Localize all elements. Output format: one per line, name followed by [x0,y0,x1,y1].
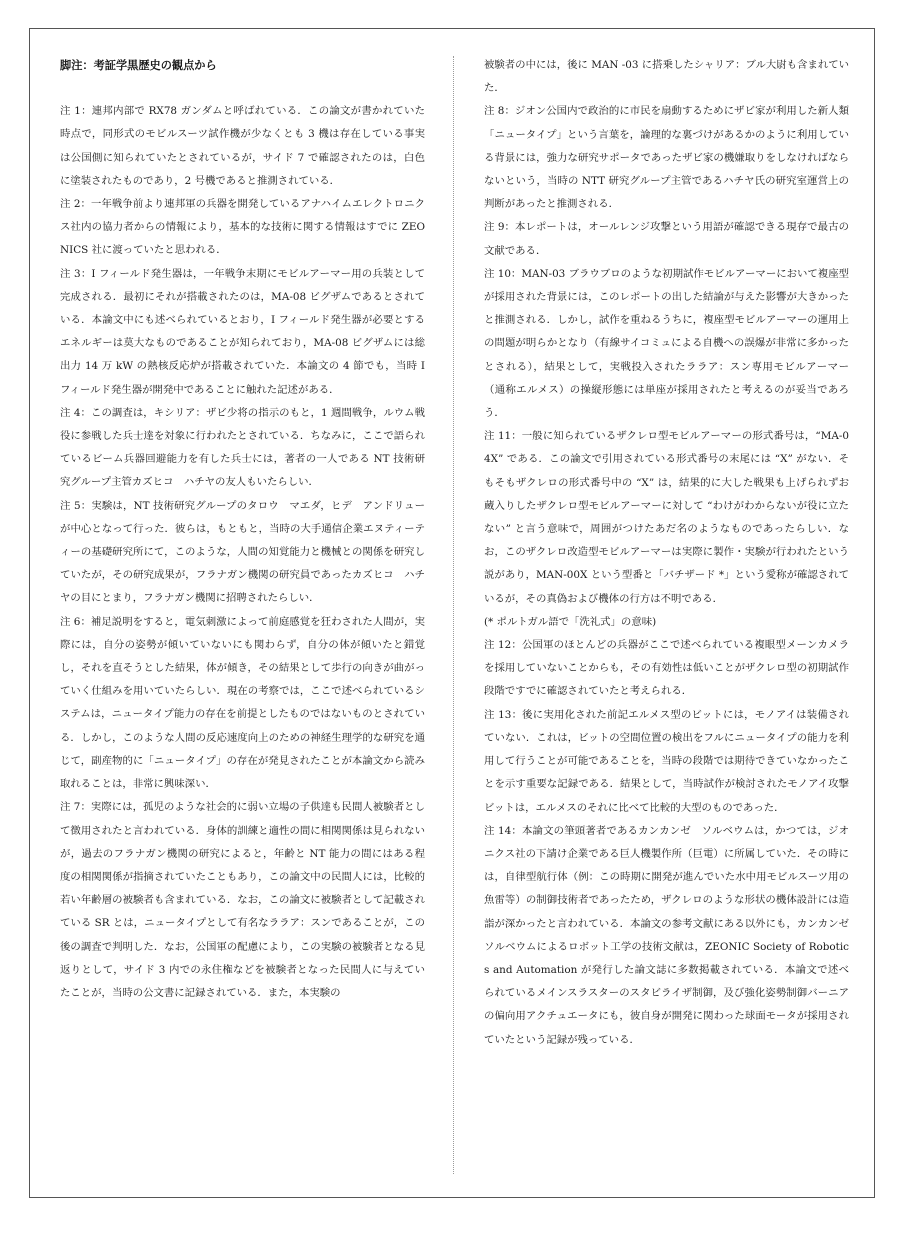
footnote-5: 注 5：実験は，NT 技術研究グループのタロウ マエダ，ヒデ アンドリューが中心となって行った．彼らは，もともと，当時の大手通信企業エヌティーティーの基礎研究所にて，このような，人間の知覚能力と機械との関係を研究していたが，その研究成果が，フラナガン機関の研究員であったカズヒコ ハチヤの目にとまり，フラナガン機関に招聘されたらしい． [60,499,425,605]
footnote-10: 注 10：MAN-03 ブラウブロのような初期試作モビルアーマーにおいて複座型が採用された背景には，このレポートの出した結論が与えた影響が大きかったと推測される．しかし，試作を重ねるうちに，複座型モビルアーマーの運用上の問題が明らかとなり（有線サイコミュによる自機への誤爆が非常に多かったとされる），結果として，実戦投入されたララア：スン専用モビルアーマー（通称エルメス）の操縦形態には単座が採用されたと考えるのが妥当であろう． [484,267,849,420]
footnote-3: 注 3：I フィールド発生器は，一年戦争末期にモビルアーマー用の兵装として完成される．最初にそれが搭載されたのは，MA-08 ビグザムであるとされている．本論文中にも述べられているとおり，I フィールド発生器が必要とするエネルギーは莫大なものであることが知られており，MA-08 ビグザムには総出力 14 万 kW の熱核反応炉が搭載されていた．本論文の 4 節でも，当時 I フィールド発生器が開発中であることに触れた記述がある． [60,267,425,396]
footnote-1: 注 1：連邦内部で RX78 ガンダムと呼ばれている．この論文が書かれていた時点で，同形式のモビルスーツ試作機が少なくとも 3 機は存在している事実は公国側に知られていたとされているが，サイド 7 で確認されたのは，白色に塗装されたものであり，2 号機であると推測されている． [60,105,425,187]
column-divider [453,56,454,1174]
footnote-13: 注 13：後に実用化された前記エルメス型のビットには，モノアイは装備されていない．これは，ビットの空間位置の検出をフルにニュータイプの能力を利用して行うことが可能であることを，当時の段階では期待できていなかったことを示す重要な記録である．結果として，当時試作が検討されたモノアイ攻撃ビットは，エルメスのそれに比べて比較的大型のものであった． [484,708,849,814]
footnote-8: 注 8：ジオン公国内で政治的に市民を扇動するためにザビ家が利用した新人類「ニュータイプ」という言葉を，論理的な裏づけがあるかのように利用している背景には，強力な研究サポータであったザビ家の機嫌取りをしなければならないという，当時の NTT 研究グループ主管であるハチヤ氏の研究室運営上の判断があったと推測される． [484,105,849,211]
footnote-7: 注 7：実際には，孤児のような社会的に弱い立場の子供達も民間人被験者として徴用されたと言われている．身体的訓練と適性の間に相関関係は見られないが，過去のフラナガン機関の研究によると，年齢と NT 能力の間にはある程度の相関関係が指摘されていたこともあり，この論文中の民間人には，比較的若い年齢層の被験者も含まれている．なお，この論文に被験者として記載されている SR とは，ニュータイプとして有名なララア：スンであることが，この後の調査で判明した．なお，公国軍の配慮により，この実験の被験者となる見返りとして，サイド 3 内での永住権などを被験者となった民間人に与えていたことが，当時の公文書に記録されている．また，本実験の [60,801,425,999]
footnote-11-aside: (* ポルトガル語で「洗礼式」の意味) [484,615,657,628]
footnote-12: 注 12：公国軍のほとんどの兵器がここで述べられている複眼型メーンカメラを採用していないことからも，その有効性は低いことがザクレロ型の初期試作段階ですでに確認されていたと考えられる． [484,639,849,698]
right-column [484,54,860,1052]
footnote-2: 注 2：一年戦争前より連邦軍の兵器を開発しているアナハイムエレクトロニクス社内の協力者からの情報により，基本的な技術に関する情報はすでに ZEONICS 社に渡っていたと思われる． [60,198,425,257]
footnote-14: 注 14：本論文の筆頭著者であるカンカンゼ ソルベウムは，かつては，ジオニクス社の下請け企業である巨人機製作所（巨電）に所属していた．その時には，自律型航行体（例：この時期に開発が進んでいた水中用モビルスーツ用の魚雷等）の制御技術者であったため，ザクレロのような形状の機体設計には造詣が深かったと言われている．本論文の参考文献にある以外にも，カンカンゼ ソルベウムによるロボット工学の技術文献は，ZEONIC Society of Robotics and Automation が発行した論文誌に多数掲載されている．本論文で述べられているメインスラスターのスタビライザ制御，及び強化姿勢制御バーニアの偏向用アクチュエータにも，彼自身が開発に関わった球面モータが採用されていたという記録が残っている． [484,824,860,1046]
footnote-9: 注 9：本レポートは，オールレンジ攻撃という用語が確認できる現存で最古の文献である． [484,221,849,257]
left-column [60,54,425,1005]
footnote-7-continued: 被験者の中には，後に MAN -03 に搭乗したシャリア：ブル大尉も含まれていた． [484,59,849,95]
footnote-11: 注 11：一般に知られているザクレロ型モビルアーマーの形式番号は，“MA-04X” である．この論文で引用されている形式番号の末尾には “X” がない．そもそもザクレロの形式番号中の “X” は，結果的に大した戦果も上げられずお蔵入りしたザクレロ型モビルアーマーに対して “わけがわからないが役に立たない” と言う意味で，周囲がつけたあだ名のようなものであったらしい．なお，このザクレロ改造型モビルアーマーは実際に製作・実験が行われたという説があり，MAN-00X という型番と「バチザード *」という愛称が確認されているが，その真偽および機体の行方は不明である． [484,430,849,605]
page-title: 脚注：考証学黒歴史の観点から [60,59,217,72]
footnote-4: 注 4：この調査は，キシリア：ザビ少将の指示のもと，1 週間戦争，ルウム戦役に参戦した兵士達を対象に行われたとされている．ちなみに，ここで語られているビーム兵器回避能力を有した兵士には，著者の一人である NT 技術研究グループ主管カズヒコ ハチヤの友人もいたらしい． [60,406,425,489]
footnote-6: 注 6：補足説明をすると，電気刺激によって前庭感覚を狂わされた人間が，実際には，自分の姿勢が傾いていないにも関わらず，自分の体が傾いたと錯覚し，それを直そうとした結果，体が傾き，その結果として歩行の向きが曲がっていく仕組みを用いていたらしい．現在の考察では，ここで述べられているシステムは，ニュータイプ能力の存在を前提としたものではないものとされている．しかし，このような人間の反応速度向上のための神経生理学的な研究を通じて，副産物的に「ニュータイプ」の存在が発見されたことが本論文から読み取れることは，非常に興味深い． [60,615,425,791]
